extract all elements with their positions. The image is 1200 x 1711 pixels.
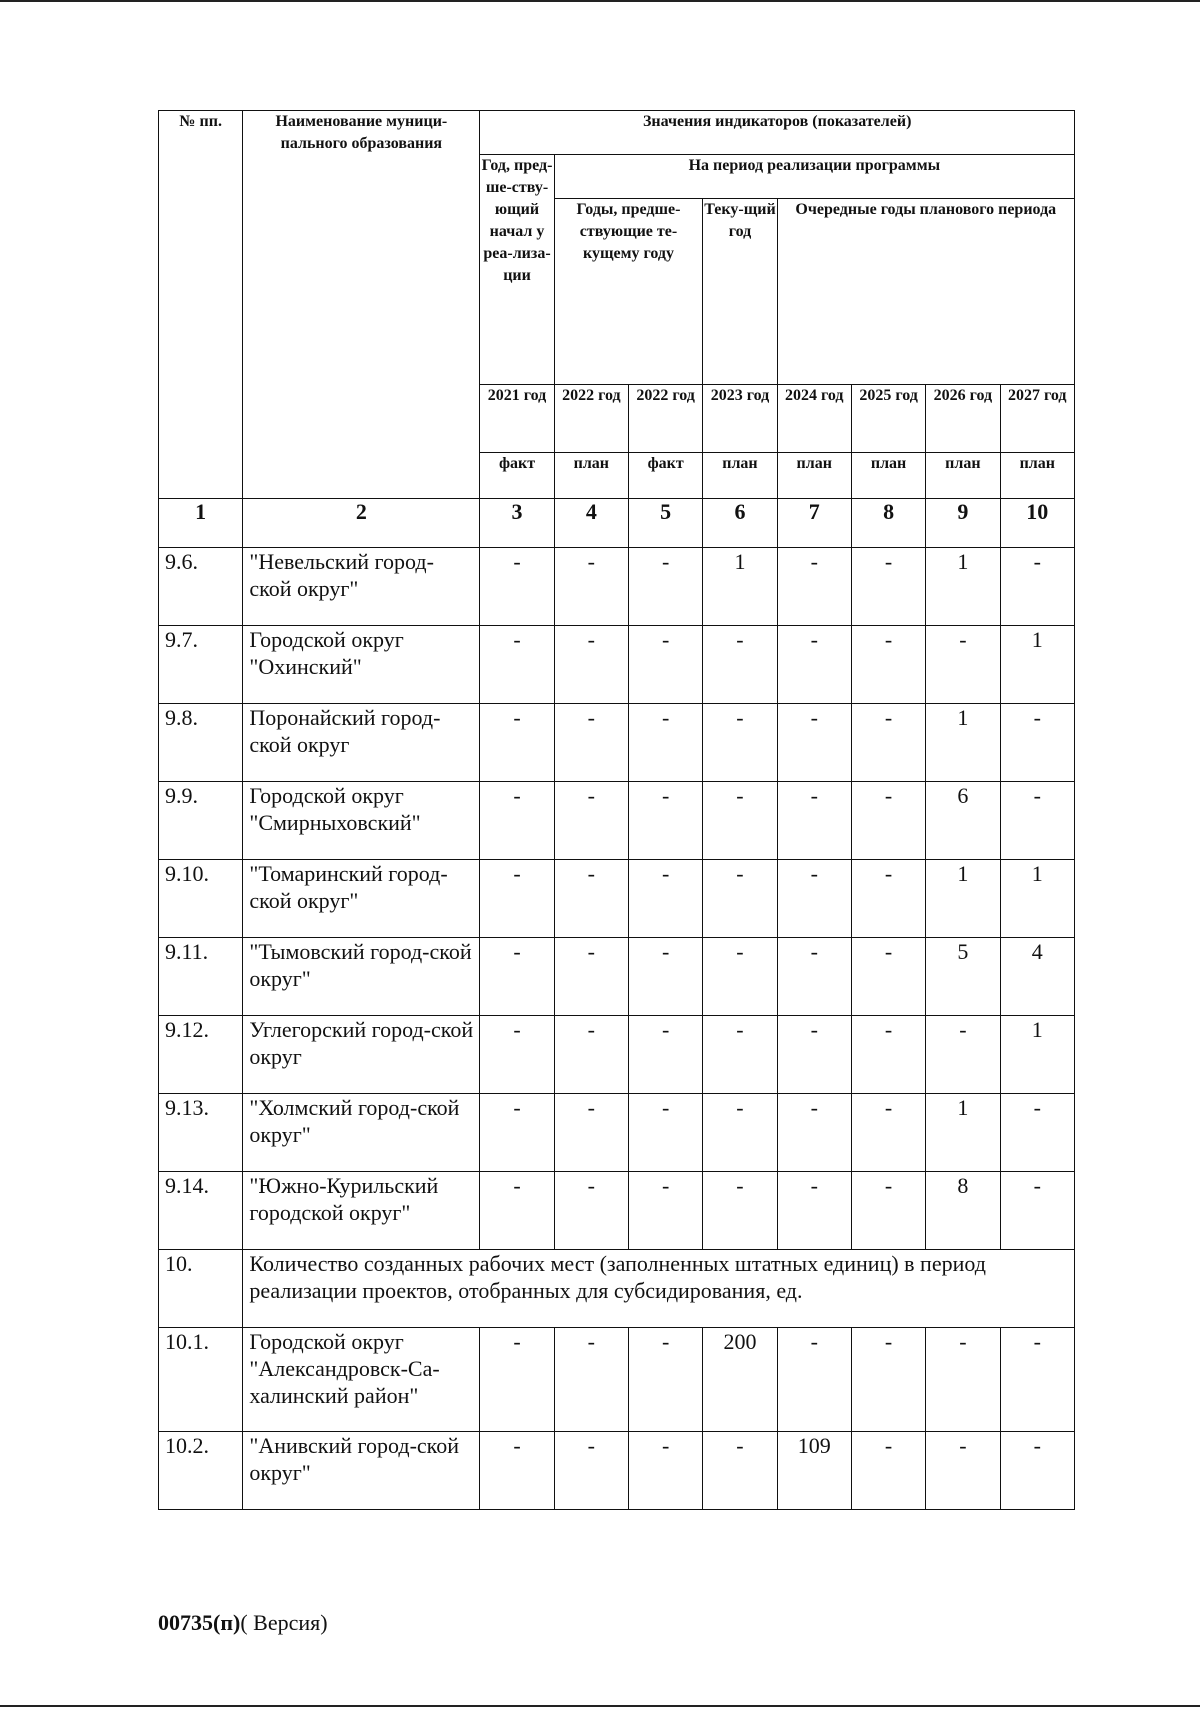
header-name: Наименование муници-пального образования xyxy=(243,111,480,499)
table-row xyxy=(159,782,1075,860)
municipality-name: "Тымовский город-ской округ" xyxy=(243,938,480,1016)
value-cell: - xyxy=(1000,1432,1074,1510)
col-number: 2 xyxy=(243,499,480,548)
row-number: 9.10. xyxy=(159,860,243,938)
value-cell: - xyxy=(554,1094,628,1172)
value-cell: 1 xyxy=(926,860,1000,938)
col-number: 7 xyxy=(777,499,851,548)
type-cell: план xyxy=(703,453,777,499)
value-cell: 1 xyxy=(926,1094,1000,1172)
row-number: 9.9. xyxy=(159,782,243,860)
value-cell: - xyxy=(777,1172,851,1250)
value-cell: - xyxy=(628,860,702,938)
year-cell: 2026 год xyxy=(926,385,1000,453)
value-cell: - xyxy=(703,1094,777,1172)
value-cell: - xyxy=(703,782,777,860)
type-cell: план xyxy=(777,453,851,499)
value-cell: - xyxy=(628,626,702,704)
header-planned-years: Очередные годы планового периода xyxy=(777,199,1074,385)
row-number: 9.12. xyxy=(159,1016,243,1094)
value-cell: - xyxy=(554,1016,628,1094)
value-cell: - xyxy=(851,860,925,938)
value-cell: - xyxy=(703,860,777,938)
value-cell: - xyxy=(703,1172,777,1250)
value-cell: 1 xyxy=(926,548,1000,626)
value-cell: - xyxy=(480,860,554,938)
value-cell: - xyxy=(628,548,702,626)
value-cell: 1 xyxy=(1000,1016,1074,1094)
value-cell: - xyxy=(480,704,554,782)
table-row xyxy=(159,704,1075,782)
year-cell: 2021 год xyxy=(480,385,554,453)
value-cell: 4 xyxy=(1000,938,1074,1016)
row-number: 10.1. xyxy=(159,1328,243,1432)
value-cell: - xyxy=(480,1328,554,1432)
value-cell: - xyxy=(777,782,851,860)
table-row xyxy=(159,938,1075,1016)
table-row xyxy=(159,1328,1075,1432)
value-cell: - xyxy=(554,1172,628,1250)
col-number: 5 xyxy=(628,499,702,548)
value-cell: - xyxy=(628,1172,702,1250)
header-years-before: Годы, предше-ствующие те-кущему году xyxy=(554,199,703,385)
value-cell: - xyxy=(1000,1328,1074,1432)
value-cell: - xyxy=(851,1328,925,1432)
value-cell: 6 xyxy=(926,782,1000,860)
value-cell: - xyxy=(851,782,925,860)
row-number: 9.11. xyxy=(159,938,243,1016)
table-row xyxy=(159,1094,1075,1172)
header-num: № пп. xyxy=(159,111,243,499)
value-cell: - xyxy=(628,782,702,860)
value-cell: - xyxy=(851,1172,925,1250)
value-cell: 1 xyxy=(926,704,1000,782)
top-rule xyxy=(0,0,1200,2)
value-cell: - xyxy=(480,1172,554,1250)
document-code: 00735(п) xyxy=(158,1610,241,1635)
value-cell: - xyxy=(1000,548,1074,626)
value-cell: - xyxy=(703,626,777,704)
value-cell: - xyxy=(554,860,628,938)
bottom-rule xyxy=(0,1705,1200,1707)
value-cell: - xyxy=(1000,704,1074,782)
value-cell: - xyxy=(628,1432,702,1510)
value-cell: - xyxy=(777,1016,851,1094)
year-cell: 2022 год xyxy=(628,385,702,453)
row-number: 9.13. xyxy=(159,1094,243,1172)
section-title: Количество созданных рабочих мест (заполненных штатных единиц) в период реализации проектов, отобранных для субсидирования, ед. xyxy=(243,1250,1075,1328)
value-cell: - xyxy=(851,548,925,626)
value-cell: - xyxy=(703,704,777,782)
value-cell: - xyxy=(851,1094,925,1172)
value-cell: - xyxy=(480,1016,554,1094)
table-row xyxy=(159,1016,1075,1094)
value-cell: 8 xyxy=(926,1172,1000,1250)
value-cell: - xyxy=(554,1328,628,1432)
document-version: ( Версия) xyxy=(240,1610,328,1635)
table-row xyxy=(159,860,1075,938)
value-cell: - xyxy=(926,1328,1000,1432)
value-cell: - xyxy=(777,938,851,1016)
value-cell: - xyxy=(1000,782,1074,860)
row-number: 9.6. xyxy=(159,548,243,626)
municipality-name: "Южно-Курильский городской округ" xyxy=(243,1172,480,1250)
row-number: 9.7. xyxy=(159,626,243,704)
column-numbers-row xyxy=(159,499,1075,548)
year-cell: 2025 год xyxy=(851,385,925,453)
col-number: 6 xyxy=(703,499,777,548)
document-footer xyxy=(158,1610,328,1636)
value-cell: 1 xyxy=(1000,626,1074,704)
value-cell: - xyxy=(851,938,925,1016)
col-number: 4 xyxy=(554,499,628,548)
value-cell: - xyxy=(628,704,702,782)
value-cell: - xyxy=(480,1432,554,1510)
municipality-name: Городской округ "Смирныховский" xyxy=(243,782,480,860)
value-cell: - xyxy=(703,1432,777,1510)
value-cell: - xyxy=(777,704,851,782)
value-cell: - xyxy=(703,938,777,1016)
header-indicators: Значения индикаторов (показателей) xyxy=(480,111,1075,155)
municipality-name: Городской округ "Охинский" xyxy=(243,626,480,704)
row-number: 9.8. xyxy=(159,704,243,782)
table-row xyxy=(159,548,1075,626)
section-number: 10. xyxy=(159,1250,243,1328)
value-cell: - xyxy=(777,860,851,938)
value-cell: 200 xyxy=(703,1328,777,1432)
year-cell: 2027 год xyxy=(1000,385,1074,453)
header-prev-year: Год, пред-ше-ству-ющий начал у реа-лиза-ции xyxy=(480,155,554,385)
col-number: 10 xyxy=(1000,499,1074,548)
value-cell: - xyxy=(480,1094,554,1172)
value-cell: - xyxy=(480,938,554,1016)
col-number: 8 xyxy=(851,499,925,548)
value-cell: - xyxy=(851,704,925,782)
value-cell: - xyxy=(628,938,702,1016)
municipality-name: "Томаринский город-ской округ" xyxy=(243,860,480,938)
value-cell: 1 xyxy=(703,548,777,626)
value-cell: 5 xyxy=(926,938,1000,1016)
value-cell: - xyxy=(480,626,554,704)
value-cell: - xyxy=(777,1094,851,1172)
value-cell: - xyxy=(628,1328,702,1432)
municipality-name: Городской округ "Александровск-Са-халинский район" xyxy=(243,1328,480,1432)
value-cell: - xyxy=(926,1432,1000,1510)
header-period: На период реализации программы xyxy=(554,155,1074,199)
table-row xyxy=(159,626,1075,704)
indicators-table xyxy=(158,110,1075,1510)
value-cell: 109 xyxy=(777,1432,851,1510)
year-cell: 2024 год xyxy=(777,385,851,453)
row-number: 10.2. xyxy=(159,1432,243,1510)
value-cell: - xyxy=(480,782,554,860)
value-cell: - xyxy=(926,626,1000,704)
table-row xyxy=(159,1432,1075,1510)
type-cell: план xyxy=(851,453,925,499)
value-cell: - xyxy=(777,1328,851,1432)
value-cell: - xyxy=(628,1016,702,1094)
value-cell: - xyxy=(554,548,628,626)
row-number: 9.14. xyxy=(159,1172,243,1250)
header-current-year: Теку-щий год xyxy=(703,199,777,385)
value-cell: 1 xyxy=(1000,860,1074,938)
value-cell: - xyxy=(1000,1094,1074,1172)
value-cell: - xyxy=(703,1016,777,1094)
value-cell: - xyxy=(480,548,554,626)
col-number: 3 xyxy=(480,499,554,548)
municipality-name: "Анивский город-ской округ" xyxy=(243,1432,480,1510)
col-number: 1 xyxy=(159,499,243,548)
value-cell: - xyxy=(554,704,628,782)
type-cell: план xyxy=(926,453,1000,499)
type-cell: план xyxy=(554,453,628,499)
value-cell: - xyxy=(851,1016,925,1094)
value-cell: - xyxy=(1000,1172,1074,1250)
type-cell: план xyxy=(1000,453,1074,499)
municipality-name: Углегорский город-ской округ xyxy=(243,1016,480,1094)
section-row xyxy=(159,1250,1075,1328)
value-cell: - xyxy=(628,1094,702,1172)
year-cell: 2022 год xyxy=(554,385,628,453)
table-row xyxy=(159,1172,1075,1250)
type-cell: факт xyxy=(628,453,702,499)
value-cell: - xyxy=(554,1432,628,1510)
value-cell: - xyxy=(851,626,925,704)
col-number: 9 xyxy=(926,499,1000,548)
value-cell: - xyxy=(554,626,628,704)
municipality-name: "Невельский город-ской округ" xyxy=(243,548,480,626)
value-cell: - xyxy=(851,1432,925,1510)
value-cell: - xyxy=(777,626,851,704)
type-cell: факт xyxy=(480,453,554,499)
municipality-name: "Холмский город-ской округ" xyxy=(243,1094,480,1172)
value-cell: - xyxy=(777,548,851,626)
value-cell: - xyxy=(554,938,628,1016)
municipality-name: Поронайский город-ской округ xyxy=(243,704,480,782)
year-cell: 2023 год xyxy=(703,385,777,453)
value-cell: - xyxy=(926,1016,1000,1094)
value-cell: - xyxy=(554,782,628,860)
